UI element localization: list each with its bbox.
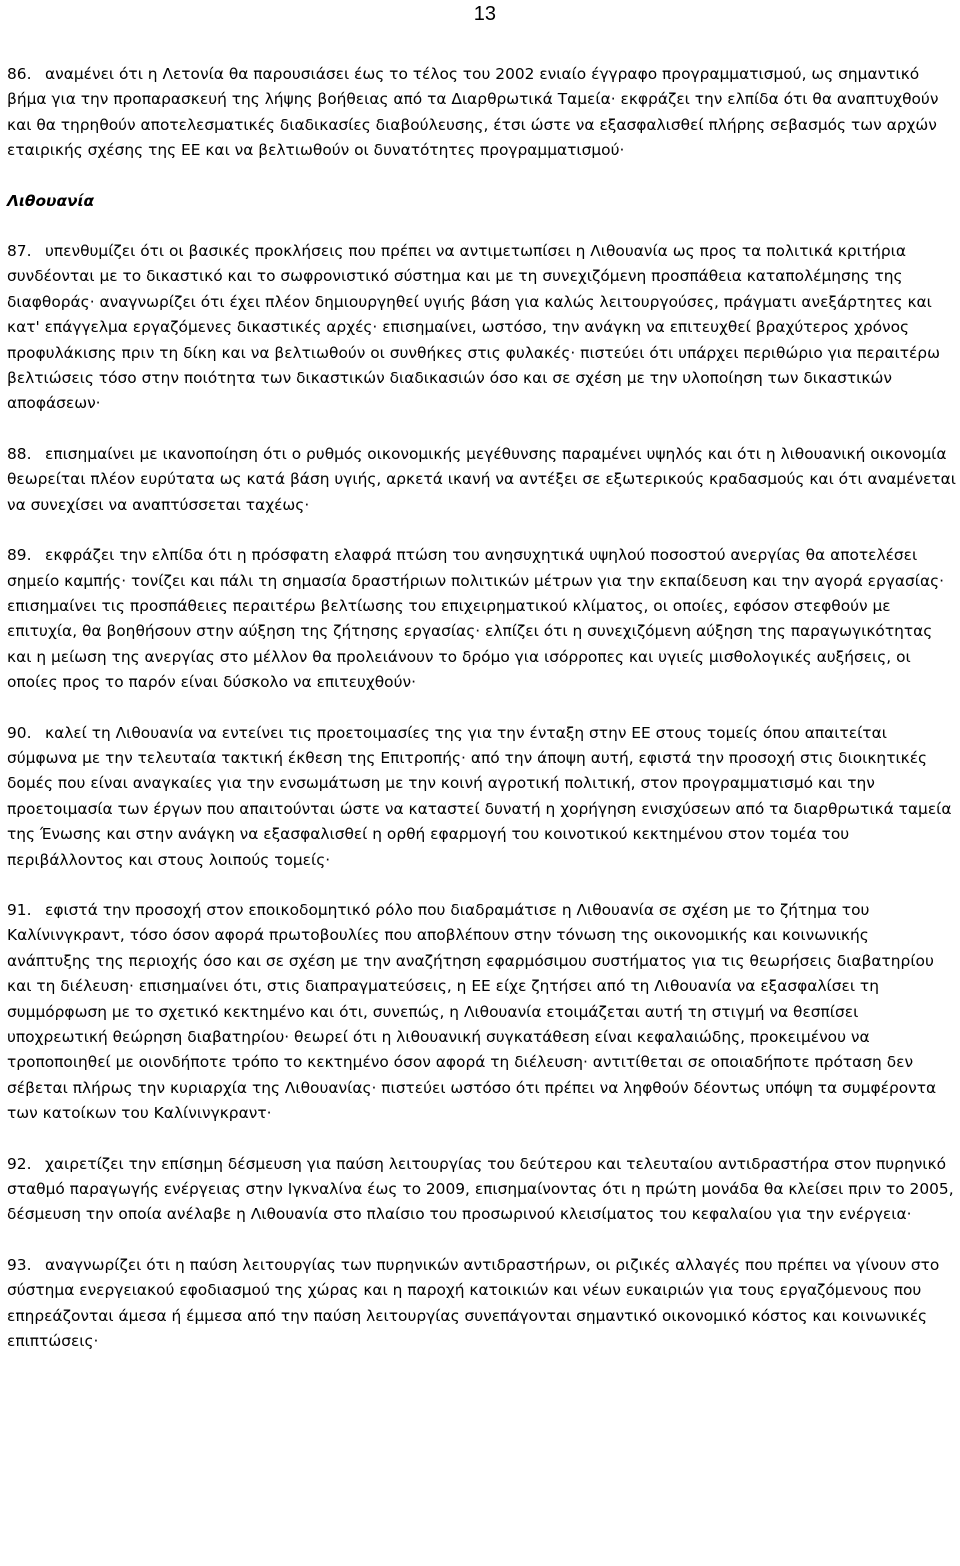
paragraph-88 bbox=[7, 442, 957, 518]
paragraph-text: εφιστά την προσοχή στον εποικοδομητικό ρόλο που διαδραμάτισε η Λιθουανία σε σχέση με το ζήτημα του Καλίνινγκραντ, τόσο όσον αφορά πρωτοβουλίες που αποβλέπουν στην τόνωση της οικονομικής και κοινωνικής ανάπτυξης της περιοχής όσο και σε σχέση με την αναζήτηση εφαρμόσιμου συστήματος για τις θεωρήσεις διαβατηρίου και τη διέλευση· επισημαίνει ότι, στις διαπραγματεύσεις, η ΕΕ είχε ζητήσει από τη Λιθουανία να εξασφαλίσει τη συμμόρφωση με το σχετικό κεκτημένο και ότι, συνεπώς, η Λιθουανία ετοιμάζεται αυτή τη στιγμή να θεσπίσει υποχρεωτική θεώρηση διαβατηρίου· θεωρεί ότι η λιθουανική συγκατάθεση είναι κεφαλαιώδης, προκειμένου να τροποποιηθεί με οιονδήποτε τρόπο το κεκτημένο όσον αφορά τη διέλευση· αντιτίθεται σε οποιαδήποτε πρόταση δεν σέβεται πλήρως την κυριαρχία της Λιθουανίας· πιστεύει ωστόσο ότι πρέπει να ληφθούν δέοντως υπόψη τα συμφέροντα των κατοίκων του Καλίνινγκραντ· bbox=[7, 900, 937, 1123]
paragraph-number: 87. bbox=[7, 242, 32, 261]
document-body bbox=[7, 62, 957, 1354]
paragraph-number: 90. bbox=[7, 723, 32, 742]
page-number: 13 bbox=[473, 3, 496, 25]
paragraph-text: υπενθυμίζει ότι οι βασικές προκλήσεις που πρέπει να αντιμετωπίσει η Λιθουανία ως προς τα πολιτικά κριτήρια συνδέονται με το δικαστικό και το σωφρονιστικό σύστημα και με τη συνεχιζόμενη προσπάθεια καταπολέμησης της διαφθοράς· αναγνωρίζει ότι έχει πλέον δημιουργηθεί υγιής βάση για καλώς λειτουργούσες, πράγματι ανεξάρτητες και κατ' επάγγελμα εργαζόμενες δικαστικές αρχές· επισημαίνει, ωστόσο, την ανάγκη να επιτευχθεί βραχύτερος χρόνος προφυλάκισης πριν τη δίκη και να βελτιωθούν οι συνθήκες στις φυλακές· πιστεύει ότι υπάρχει περιθώριο για περαιτέρω βελτιώσεις τόσο στην ποιότητα των δικαστικών διαδικασιών όσο και σε σχέση με την υλοποίηση των δικαστικών αποφάσεων· bbox=[7, 242, 940, 413]
section-heading: Λιθουανία bbox=[7, 191, 95, 210]
paragraph-number: 93. bbox=[7, 1255, 32, 1274]
paragraph-text: χαιρετίζει την επίσημη δέσμευση για παύση λειτουργίας του δεύτερου και τελευταίου αντιδραστήρα στον πυρηνικό σταθμό παραγωγής ενέργειας στην Ιγκναλίνα έως το 2009, επισημαίνοντας ότι η πρώτη μονάδα θα κλείσει πριν το 2005, δέσμευση την οποία ανέλαβε η Λιθουανία στο πλαίσιο του προσωρινού κλεισίματος του κεφαλαίου για την ενέργεια· bbox=[7, 1154, 954, 1224]
paragraph-text: καλεί τη Λιθουανία να εντείνει τις προετοιμασίες της για την ένταξη στην ΕΕ στους τομείς όπου απαιτείται σύμφωνα με την τελευταία τακτική έκθεση της Επιτροπής· από την άποψη αυτή, εφιστά την προσοχή στις διοικητικές δομές που είναι αναγκαίες για την ενσωμάτωση με την κοινή αγροτική πολιτική, στον προγραμματισμό και την προετοιμασία των έργων που απαιτούνται ώστε να καταστεί δυνατή η χορήγηση ενισχύσεων από τα διαρθρωτικά ταμεία της Ένωσης και στην ανάγκη να εξασφαλισθεί η ορθή εφαρμογή του κοινοτικού κεκτημένου στον τομέα του περιβάλλοντος και στους λοιπούς τομείς· bbox=[7, 723, 952, 869]
paragraph-91 bbox=[7, 898, 957, 1127]
paragraph-93 bbox=[7, 1253, 957, 1355]
paragraph-text: αναγνωρίζει ότι η παύση λειτουργίας των πυρηνικών αντιδραστήρων, οι ριζικές αλλαγές που πρέπει να γίνουν στο σύστημα ενεργειακού εφοδιασμού της χώρας και η παροχή κατοικιών και νέων ευκαιριών για τους εργαζόμενους που επηρεάζονται άμεσα ή έμμεσα από την παύση λειτουργίας συνεπάγονται σημαντικό οικονομικό κόστος και κοινωνικές επιπτώσεις· bbox=[7, 1255, 940, 1351]
paragraph-92 bbox=[7, 1152, 957, 1228]
paragraph-number: 92. bbox=[7, 1154, 32, 1173]
paragraph-89 bbox=[7, 543, 957, 695]
paragraph-number: 88. bbox=[7, 444, 32, 463]
paragraph-90 bbox=[7, 721, 957, 873]
paragraph-number: 91. bbox=[7, 900, 32, 919]
paragraph-87 bbox=[7, 239, 957, 417]
paragraph-number: 86. bbox=[7, 65, 32, 83]
paragraph-number: 89. bbox=[7, 546, 32, 565]
paragraph-86 bbox=[7, 62, 957, 164]
paragraph-text: αναμένει ότι η Λετονία θα παρουσιάσει έως το τέλος του 2002 ενιαίο έγγραφο προγραμματισμού, ως σημαντικό βήμα για την προπαρασκευή της λήψης βοήθειας από τα Διαρθρωτικά Ταμεία· εκφράζει την ελπίδα ότι θα αναπτυχθούν και θα τηρηθούν αποτελεσματικές διαδικασίες διαβούλευσης, έτσι ώστε να εξασφαλισθεί πλήρης σεβασμός των αρχών εταιρικής σχέσης της ΕΕ και να βελτιωθούν οι δυνατότητες προγραμματισμού· bbox=[7, 65, 939, 160]
paragraph-text: εκφράζει την ελπίδα ότι η πρόσφατη ελαφρά πτώση του ανησυχητικά υψηλού ποσοστού ανεργίας θα αποτελέσει σημείο καμπής· τονίζει και πάλι τη σημασία δραστήριων πολιτικών μέτρων για την εκπαίδευση και την αγορά εργασίας· επισημαίνει τις προσπάθειες περαιτέρω βελτίωσης του επιχειρηματικού κλίματος, οι οποίες, εφόσον στεφθούν με επιτυχία, θα βοηθήσουν στην αύξηση της ζήτησης εργασίας· ελπίζει ότι η συνεχιζόμενη αύξηση της παραγωγικότητας και η μείωση της ανεργίας στο μέλλον θα προλειάνουν το δρόμο για ισόρροπες και υγιείς μισθολογικές αυξήσεις, οι οποίες προς το παρόν είναι δύσκολο να επιτευχθούν· bbox=[7, 546, 945, 692]
paragraph-text: επισημαίνει με ικανοποίηση ότι ο ρυθμός οικονομικής μεγέθυνσης παραμένει υψηλός και ότι η λιθουανική οικονομία θεωρείται πλέον ευρύτατα ως κατά βάση υγιής, αρκετά ικανή να αντέξει σε εξωτερικούς κραδασμούς και ότι αναμένεται να συνεχίσει να αναπτύσσεται ταχέως· bbox=[7, 444, 956, 514]
